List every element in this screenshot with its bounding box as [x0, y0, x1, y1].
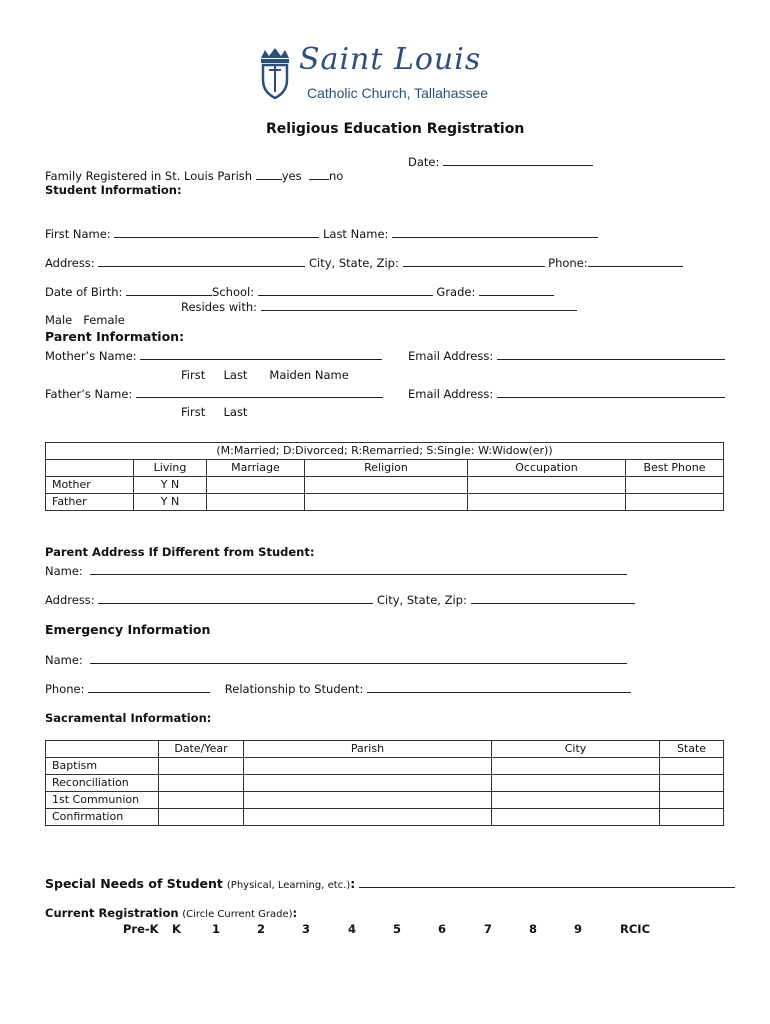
- special-needs-note: (Physical, Learning, etc.): [226, 880, 351, 891]
- table-cell: 1st Communion: [46, 792, 159, 809]
- mother-label: Mother’s Name:: [45, 349, 137, 363]
- grade-option[interactable]: 2: [257, 922, 266, 936]
- crown-shield-icon: [255, 48, 295, 100]
- mother-email-field[interactable]: [497, 348, 725, 360]
- table-cell: Baptism: [46, 758, 159, 775]
- table-cell[interactable]: [159, 758, 244, 775]
- table-cell[interactable]: [244, 809, 492, 826]
- table-cell[interactable]: [468, 477, 626, 494]
- table-row: [46, 758, 724, 775]
- parent-address-name-row: [45, 563, 627, 578]
- table-cell[interactable]: [626, 477, 724, 494]
- date-field: [408, 154, 593, 169]
- no-label: no: [328, 169, 344, 183]
- mother-email-row: [408, 348, 725, 363]
- dob-field[interactable]: [126, 284, 212, 296]
- school-label: School:: [212, 285, 255, 299]
- csz-label: City, State, Zip:: [309, 256, 399, 270]
- resides-row: [181, 299, 577, 314]
- grade-label: Grade:: [436, 285, 476, 299]
- family-line: [45, 154, 343, 183]
- phone-field[interactable]: [588, 255, 683, 267]
- table-cell[interactable]: [207, 477, 305, 494]
- email-label: Email Address:: [408, 349, 494, 363]
- logo-name: Saint Louis: [299, 42, 482, 77]
- grade-option[interactable]: 8: [529, 922, 538, 936]
- male-option[interactable]: Male: [45, 313, 73, 327]
- table-cell[interactable]: [660, 809, 724, 826]
- email-label: Email Address:: [408, 387, 494, 401]
- csz-label: City, State, Zip:: [377, 593, 467, 607]
- table-cell[interactable]: [244, 775, 492, 792]
- relationship-label: Relationship to Student:: [224, 682, 364, 696]
- table-cell[interactable]: [492, 809, 660, 826]
- emergency-name-row: [45, 652, 627, 667]
- current-registration-colon: :: [292, 906, 298, 920]
- address-label: Address:: [45, 256, 95, 270]
- grade-option[interactable]: 9: [574, 922, 583, 936]
- name-label: Name:: [45, 564, 83, 578]
- grade-field[interactable]: [479, 284, 554, 296]
- emergency-heading: Emergency Information: [45, 622, 211, 637]
- emergency-phone-field[interactable]: [88, 681, 210, 693]
- table-row: [46, 792, 724, 809]
- table-cell[interactable]: [492, 792, 660, 809]
- table-header: [46, 741, 159, 758]
- page-title: Religious Education Registration: [266, 121, 525, 137]
- table-cell[interactable]: [626, 494, 724, 511]
- grade-option[interactable]: 3: [302, 922, 311, 936]
- father-label: Father’s Name:: [45, 387, 133, 401]
- parent-name-field[interactable]: [90, 563, 627, 575]
- first-sublabel: First: [181, 405, 206, 419]
- table-cell[interactable]: [468, 494, 626, 511]
- relationship-field[interactable]: [367, 681, 631, 693]
- table-row: [46, 775, 724, 792]
- maiden-sublabel: Maiden Name: [269, 368, 349, 382]
- yes-label: yes: [281, 169, 302, 183]
- table-cell[interactable]: [660, 758, 724, 775]
- table-cell[interactable]: [305, 494, 468, 511]
- parent-address-field[interactable]: [98, 592, 373, 604]
- first-name-label: First Name:: [45, 227, 111, 241]
- resides-label: Resides with:: [181, 300, 258, 314]
- special-needs-label: Special Needs of Student: [45, 876, 223, 891]
- table-header: Date/Year: [159, 741, 244, 758]
- parent-csz-field[interactable]: [471, 592, 635, 604]
- parent-table: [45, 442, 724, 511]
- mother-name-field[interactable]: [140, 348, 382, 360]
- grade-option[interactable]: 4: [348, 922, 357, 936]
- table-cell: Reconciliation: [46, 775, 159, 792]
- address-field[interactable]: [98, 255, 305, 267]
- student-dob-row: [45, 270, 554, 299]
- table-cell[interactable]: [660, 792, 724, 809]
- last-name-label: Last Name:: [322, 227, 389, 241]
- sacramental-heading: Sacramental Information:: [45, 711, 212, 725]
- name-label: Name:: [45, 653, 83, 667]
- father-email-field[interactable]: [497, 386, 725, 398]
- student-address-row: [45, 241, 683, 270]
- father-email-row: [408, 386, 725, 401]
- table-cell: Father: [46, 494, 134, 511]
- last-sublabel: Last: [223, 368, 248, 382]
- father-row: [45, 386, 383, 401]
- no-blank[interactable]: [309, 168, 329, 180]
- student-gender-row: [45, 299, 125, 327]
- emergency-phone-row: [45, 681, 631, 696]
- first-sublabel: First: [181, 368, 206, 382]
- table-cell[interactable]: Y N: [134, 477, 207, 494]
- table-cell[interactable]: [159, 775, 244, 792]
- special-needs-colon: :: [350, 876, 356, 891]
- table-cell[interactable]: Y N: [134, 494, 207, 511]
- table-cell[interactable]: [660, 775, 724, 792]
- current-registration-row: [45, 892, 297, 920]
- school-field[interactable]: [258, 284, 433, 296]
- special-needs-field[interactable]: [359, 876, 735, 888]
- last-sublabel: Last: [223, 405, 248, 419]
- table-header: Occupation: [468, 460, 626, 477]
- table-cell[interactable]: [159, 792, 244, 809]
- table-header: Parish: [244, 741, 492, 758]
- yes-blank[interactable]: [256, 168, 282, 180]
- sacramental-table: [45, 740, 724, 826]
- logo: [255, 44, 520, 106]
- table-cell[interactable]: [244, 758, 492, 775]
- mother-row: [45, 348, 382, 363]
- female-option[interactable]: Female: [83, 313, 125, 327]
- student-name-row: [45, 212, 598, 241]
- table-header: [46, 460, 134, 477]
- table-header-row: [46, 741, 724, 758]
- special-needs-row: [45, 861, 735, 891]
- table-header: Religion: [305, 460, 468, 477]
- father-sublabels: [181, 405, 247, 419]
- table-header: City: [492, 741, 660, 758]
- grade-option[interactable]: 6: [438, 922, 447, 936]
- table-header: Marriage: [207, 460, 305, 477]
- dob-label: Date of Birth:: [45, 285, 123, 299]
- logo-subtitle: Catholic Church, Tallahassee: [307, 85, 489, 101]
- parent-address-heading: Parent Address If Different from Student:: [45, 545, 315, 559]
- table-cell[interactable]: [492, 775, 660, 792]
- table-row: [46, 494, 724, 511]
- table-row: [46, 477, 724, 494]
- date-label: Date:: [408, 155, 440, 169]
- table-cell[interactable]: [492, 758, 660, 775]
- grade-option[interactable]: 7: [484, 922, 493, 936]
- family-label: Family Registered in St. Louis Parish: [45, 169, 253, 183]
- grade-option[interactable]: 1: [212, 922, 221, 936]
- table-cell[interactable]: [305, 477, 468, 494]
- first-name-field[interactable]: [114, 226, 319, 238]
- phone-label: Phone:: [548, 256, 588, 270]
- table-header-row: [46, 460, 724, 477]
- father-name-field[interactable]: [136, 386, 383, 398]
- table-cell: Confirmation: [46, 809, 159, 826]
- address-label: Address:: [45, 593, 95, 607]
- parent-address-row: [45, 592, 635, 607]
- emergency-name-field[interactable]: [90, 652, 627, 664]
- table-cell[interactable]: [207, 494, 305, 511]
- table-cell[interactable]: [159, 809, 244, 826]
- current-registration-label: Current Registration: [45, 906, 179, 920]
- table-cell: Mother: [46, 477, 134, 494]
- resides-field[interactable]: [261, 299, 577, 311]
- csz-field[interactable]: [403, 255, 545, 267]
- grade-option[interactable]: Pre-K: [123, 922, 159, 936]
- table-header: Living: [134, 460, 207, 477]
- table-row: [46, 809, 724, 826]
- grade-option[interactable]: 5: [393, 922, 402, 936]
- parent-heading: Parent Information:: [45, 329, 185, 344]
- table-cell[interactable]: [244, 792, 492, 809]
- phone-label: Phone:: [45, 682, 85, 696]
- date-blank[interactable]: [443, 154, 593, 166]
- marital-legend: (M:Married; D:Divorced; R:Remarried; S:Single: W:Widow(er)): [46, 443, 724, 460]
- table-header: Best Phone: [626, 460, 724, 477]
- student-heading: Student Information:: [45, 183, 182, 197]
- table-header: State: [660, 741, 724, 758]
- mother-sublabels: [181, 368, 349, 382]
- last-name-field[interactable]: [392, 226, 598, 238]
- current-registration-note: (Circle Current Grade): [182, 909, 293, 920]
- grade-option[interactable]: RCIC: [620, 922, 651, 936]
- grade-option[interactable]: K: [172, 922, 181, 936]
